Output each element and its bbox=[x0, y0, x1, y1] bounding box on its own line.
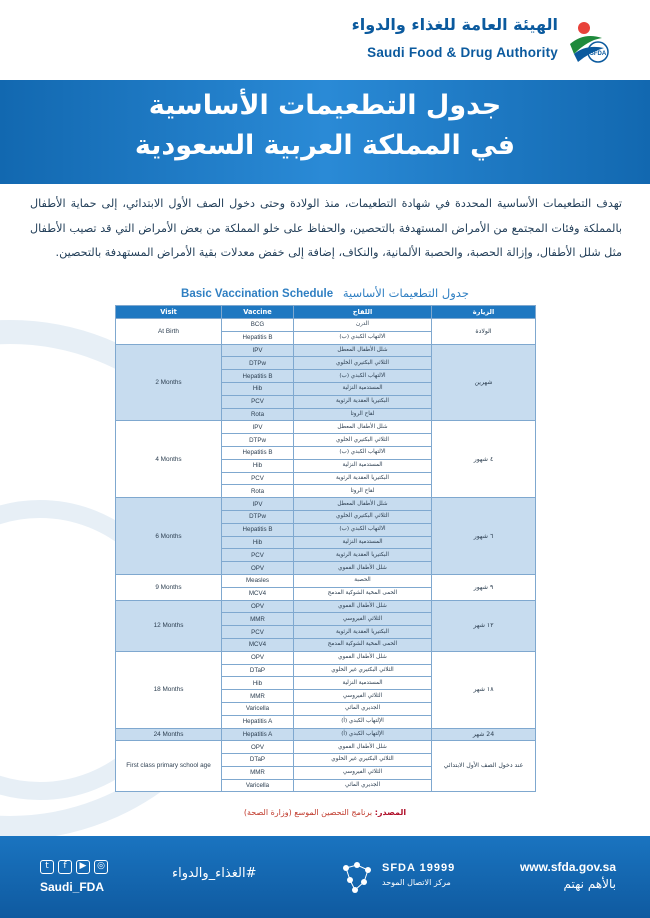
vaccine-cell: IPV bbox=[222, 421, 294, 434]
org-name-english: Saudi Food & Drug Authority bbox=[367, 45, 558, 60]
table-row bbox=[116, 574, 536, 587]
vaccine-cell: DTaP bbox=[222, 754, 294, 767]
visit-cell: 9 Months bbox=[116, 574, 222, 600]
vaccine-cell: DTaP bbox=[222, 664, 294, 677]
vaccine-arabic-cell: البكتيريا العقدية الرئوية bbox=[294, 549, 432, 562]
vaccine-arabic-cell: الجديري المائي bbox=[294, 779, 432, 792]
vaccine-arabic-cell: الالتهاب الكبدي (ب) bbox=[294, 446, 432, 459]
table-header-row bbox=[116, 306, 536, 319]
vaccine-arabic-cell: الإلتهاب الكبدي (أ) bbox=[294, 715, 432, 728]
table-row bbox=[116, 421, 536, 434]
header-visit: Visit bbox=[116, 306, 222, 319]
vaccine-arabic-cell: البكتيريا العقدية الرئوية bbox=[294, 626, 432, 639]
vaccine-cell: Measles bbox=[222, 574, 294, 587]
facebook-icon[interactable]: f bbox=[58, 860, 72, 874]
vaccine-arabic-cell: شلل الأطفال المعطل bbox=[294, 421, 432, 434]
vaccine-cell: DTPw bbox=[222, 510, 294, 523]
table-row bbox=[116, 741, 536, 754]
visit-cell: At Birth bbox=[116, 319, 222, 345]
vaccine-arabic-cell: الدرن bbox=[294, 319, 432, 332]
vaccine-cell: Hepatitis A bbox=[222, 728, 294, 741]
vaccine-arabic-cell: الجديري المائي bbox=[294, 702, 432, 715]
source-label: المصدر: bbox=[374, 808, 407, 817]
vaccine-cell: OPV bbox=[222, 600, 294, 613]
vaccine-cell: Hib bbox=[222, 677, 294, 690]
vaccine-arabic-cell: الالتهاب الكبدي (ب) bbox=[294, 331, 432, 344]
vaccine-arabic-cell: البكتيريا العقدية الرئوية bbox=[294, 395, 432, 408]
table-row bbox=[116, 319, 536, 332]
vaccine-cell: PCV bbox=[222, 549, 294, 562]
vaccine-arabic-cell: شلل الأطفال المعطل bbox=[294, 498, 432, 511]
vaccine-arabic-cell: الحصبة bbox=[294, 574, 432, 587]
source-note bbox=[0, 808, 650, 817]
visit-arabic-cell: ١٢ شهر bbox=[432, 600, 536, 651]
vaccine-cell: Rota bbox=[222, 408, 294, 421]
vaccine-cell: Hepatitis B bbox=[222, 370, 294, 383]
hashtag: #الغذاء_والدواء bbox=[172, 866, 257, 881]
org-name-arabic: الهيئة العامة للغذاء والدواء bbox=[351, 15, 558, 34]
vaccine-arabic-cell: المستدمية النزلية bbox=[294, 677, 432, 690]
vaccine-cell: MMR bbox=[222, 690, 294, 703]
visit-cell: 2 Months bbox=[116, 344, 222, 421]
vaccine-arabic-cell: شلل الأطفال المعطل bbox=[294, 344, 432, 357]
vaccine-cell: PCV bbox=[222, 395, 294, 408]
visit-cell: 6 Months bbox=[116, 498, 222, 575]
social-icons bbox=[40, 860, 132, 874]
vaccine-cell: DTPw bbox=[222, 357, 294, 370]
visit-arabic-cell: عند دخول الصف الأول الابتدائي bbox=[432, 741, 536, 792]
vaccine-cell: Hepatitis B bbox=[222, 523, 294, 536]
title-line-2: في المملكة العربية السعودية bbox=[134, 130, 516, 161]
table-body bbox=[116, 319, 536, 792]
vaccine-cell: PCV bbox=[222, 472, 294, 485]
social-handle[interactable]: Saudi_FDA bbox=[40, 880, 105, 894]
vaccine-cell: Hib bbox=[222, 536, 294, 549]
vaccine-arabic-cell: لقاح الروتا bbox=[294, 485, 432, 498]
vaccine-arabic-cell: الثلاثي البكتيري الخلوي bbox=[294, 510, 432, 523]
vaccine-arabic-cell: شلل الأطفال الفموي bbox=[294, 562, 432, 575]
visit-cell: 12 Months bbox=[116, 600, 222, 651]
vaccine-cell: BCG bbox=[222, 319, 294, 332]
table-title-english: Basic Vaccination Schedule bbox=[181, 288, 334, 300]
source-text: برنامج التحصين الموسع (وزارة الصحة) bbox=[243, 808, 373, 817]
visit-arabic-cell: ١٨ شهر bbox=[432, 651, 536, 728]
call-center-number: SFDA 19999 bbox=[382, 862, 456, 874]
vaccine-arabic-cell: شلل الأطفال الفموي bbox=[294, 651, 432, 664]
table-row bbox=[116, 498, 536, 511]
visit-arabic-cell: شهرين bbox=[432, 344, 536, 421]
table-row bbox=[116, 728, 536, 741]
call-center-label: مركز الاتصال الموحد bbox=[382, 878, 451, 887]
header-vaccine: Vaccine bbox=[222, 306, 294, 319]
table-title-arabic: جدول التطعيمات الأساسية bbox=[342, 286, 469, 300]
instagram-icon[interactable]: ◎ bbox=[94, 860, 108, 874]
header-vaccine-arabic: اللقاح bbox=[294, 306, 432, 319]
vaccine-cell: PCV bbox=[222, 626, 294, 639]
vaccine-cell: MMR bbox=[222, 766, 294, 779]
vaccine-arabic-cell: الحمى المخية الشوكية المدمج bbox=[294, 638, 432, 651]
vaccine-arabic-cell: لقاح الروتا bbox=[294, 408, 432, 421]
youtube-icon[interactable]: ▶ bbox=[76, 860, 90, 874]
website-link[interactable]: www.sfda.gov.sa bbox=[519, 860, 616, 874]
twitter-icon[interactable]: t bbox=[40, 860, 54, 874]
vaccine-arabic-cell: البكتيريا العقدية الرئوية bbox=[294, 472, 432, 485]
vaccine-cell: Hib bbox=[222, 459, 294, 472]
vaccine-cell: Varicella bbox=[222, 702, 294, 715]
vaccine-arabic-cell: المستدمية النزلية bbox=[294, 536, 432, 549]
vaccine-arabic-cell: شلل الأطفال الفموي bbox=[294, 741, 432, 754]
visit-cell: First class primary school age bbox=[116, 741, 222, 792]
vaccine-arabic-cell: شلل الأطفال الفموي bbox=[294, 600, 432, 613]
vaccine-arabic-cell: الثلاثي البكتيري غير الخلوي bbox=[294, 664, 432, 677]
vaccine-cell: MMR bbox=[222, 613, 294, 626]
table-row bbox=[116, 344, 536, 357]
vaccine-cell: Hepatitis B bbox=[222, 446, 294, 459]
visit-arabic-cell: 24 شهر bbox=[432, 728, 536, 741]
vaccine-arabic-cell: المستدمية النزلية bbox=[294, 459, 432, 472]
title-line-1: جدول التطعيمات الأساسية bbox=[148, 90, 502, 121]
vaccination-schedule-table bbox=[115, 305, 536, 792]
table-title bbox=[0, 286, 650, 300]
vaccine-arabic-cell: الثلاثي الفيروسي bbox=[294, 613, 432, 626]
logo-text: SFDA bbox=[589, 51, 607, 57]
vaccine-cell: Hepatitis A bbox=[222, 715, 294, 728]
vaccine-cell: DTPw bbox=[222, 434, 294, 447]
vaccine-cell: OPV bbox=[222, 562, 294, 575]
intro-paragraph: تهدف التطعيمات الأساسية المحددة في شهادة التطعيمات، منذ الولادة وحتى دخول الصف الأول الابتدائي، إلى حماية الأطفال بالمملكة وفئات المجتمع من الأمراض المستهدفة بالتحصين، والحفاظ على خلو المملكة من بعض الأمراض التي قد تصيب الأطفال مثل شلل الأطفال، وإزالة الحصبة، والحصبة الألمانية، والنكاف، إضافة إلى خفض معدلات بقية الأمراض المستهدفة بالتحصين. bbox=[30, 197, 622, 259]
visit-cell: 18 Months bbox=[116, 651, 222, 728]
call-center-icon bbox=[340, 860, 374, 894]
table-row bbox=[116, 600, 536, 613]
visit-arabic-cell: الولادة bbox=[432, 319, 536, 345]
vaccine-arabic-cell: الحمى المخية الشوكية المدمج bbox=[294, 587, 432, 600]
vaccine-arabic-cell: الالتهاب الكبدي (ب) bbox=[294, 370, 432, 383]
vaccine-cell: MCV4 bbox=[222, 587, 294, 600]
sfda-logo-icon bbox=[564, 14, 610, 66]
vaccine-arabic-cell: الالتهاب الكبدي (ب) bbox=[294, 523, 432, 536]
vaccine-cell: OPV bbox=[222, 651, 294, 664]
vaccine-arabic-cell: الثلاثي الفيروسي bbox=[294, 766, 432, 779]
footer bbox=[0, 836, 650, 918]
vaccine-cell: Hepatitis B bbox=[222, 331, 294, 344]
vaccine-cell: Hib bbox=[222, 382, 294, 395]
visit-arabic-cell: ٦ شهور bbox=[432, 498, 536, 575]
visit-cell: 24 Months bbox=[116, 728, 222, 741]
visit-arabic-cell: ٤ شهور bbox=[432, 421, 536, 498]
table-row bbox=[116, 651, 536, 664]
header bbox=[0, 0, 650, 80]
vaccine-cell: MCV4 bbox=[222, 638, 294, 651]
vaccine-cell: Rota bbox=[222, 485, 294, 498]
header-visit-arabic: الزيارة bbox=[432, 306, 536, 319]
visit-arabic-cell: ٩ شهور bbox=[432, 574, 536, 600]
vaccine-cell: Varicella bbox=[222, 779, 294, 792]
vaccine-arabic-cell: الثلاثي البكتيري الخلوي bbox=[294, 434, 432, 447]
vaccine-cell: IPV bbox=[222, 498, 294, 511]
visit-cell: 4 Months bbox=[116, 421, 222, 498]
vaccine-arabic-cell: الثلاثي البكتيري غير الخلوي bbox=[294, 754, 432, 767]
vaccine-cell: IPV bbox=[222, 344, 294, 357]
vaccine-arabic-cell: الإلتهاب الكبدي (أ) bbox=[294, 728, 432, 741]
slogan: بالأهم نهتم bbox=[563, 877, 616, 891]
vaccine-arabic-cell: الثلاثي البكتيري الخلوي bbox=[294, 357, 432, 370]
vaccine-cell: OPV bbox=[222, 741, 294, 754]
vaccine-arabic-cell: الثلاثي الفيروسي bbox=[294, 690, 432, 703]
vaccine-arabic-cell: المستدمية النزلية bbox=[294, 382, 432, 395]
